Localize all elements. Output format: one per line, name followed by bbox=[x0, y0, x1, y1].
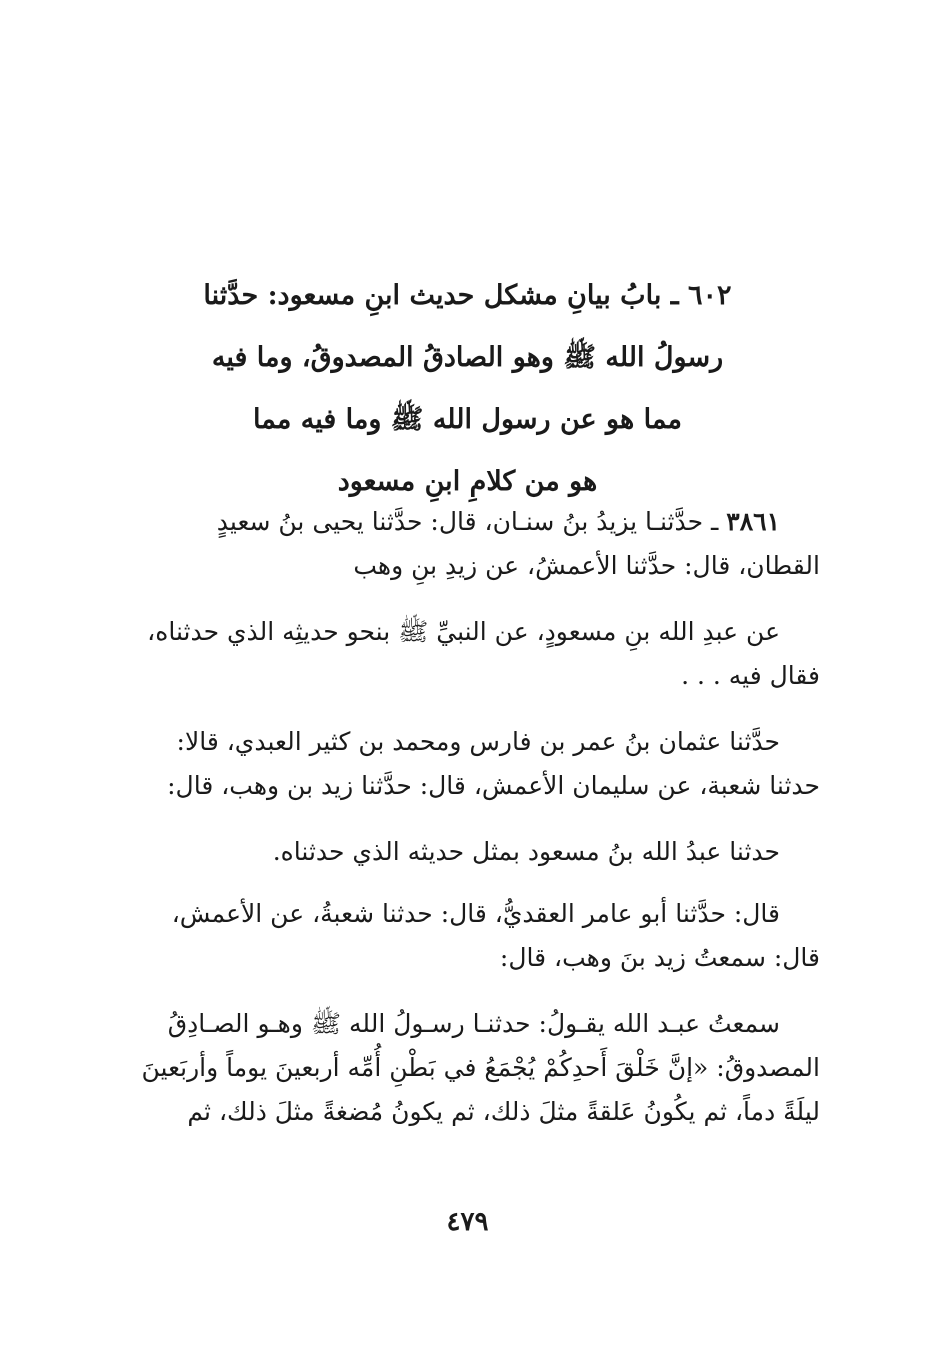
paragraph-line: حدثنا عبدُ الله بنُ مسعود بمثل حديثه الذي حدثناه. bbox=[272, 837, 780, 866]
hadith-paragraph bbox=[115, 892, 820, 980]
hadith-paragraph bbox=[115, 830, 820, 874]
paragraph-line: عن عبدِ الله بنِ مسعودٍ، عن النبيِّ ﷺ بنحو حديثِه الذي حدثناه، bbox=[147, 617, 780, 646]
page-number: ٤٧٩ bbox=[446, 1207, 489, 1237]
paragraph-line: ٣٨٦١ ـ حدَّثنـا يزيدُ بنُ سنـان، قال: حدَّثنا يحيى بنُ سعيدٍ bbox=[216, 507, 780, 536]
hadith-paragraph bbox=[115, 1002, 820, 1134]
hadith-paragraph bbox=[115, 610, 820, 698]
hadith-paragraph bbox=[115, 720, 820, 808]
hadith-paragraph bbox=[115, 500, 820, 588]
paragraph-line: حدثنا شعبة، عن سليمان الأعمش، قال: حدَّثنا زيد بن وهب، قال: bbox=[167, 771, 820, 800]
paragraph-line: فقال فيه . . . bbox=[681, 661, 820, 690]
heading-line: هو من كلامِ ابنِ مسعود bbox=[337, 466, 598, 497]
chapter-heading bbox=[120, 265, 815, 513]
paragraph-line: قال: سمعتُ زيد بنَ وهب، قال: bbox=[499, 943, 820, 972]
paragraph-line: ليلَةً دماً، ثم يكُونُ عَلقةً مثلَ ذلك، ثم يكونُ مُضغةً مثلَ ذلك، ثم bbox=[187, 1097, 820, 1126]
hadith-number: ٣٨٦١ bbox=[726, 507, 780, 536]
heading-line: رسولُ الله ﷺ وهو الصادقُ المصدوقُ، وما فيه bbox=[211, 342, 724, 373]
paragraph-line: القطان، قال: حدَّثنا الأعمشُ، عن زيدِ بنِ وهب bbox=[353, 551, 820, 580]
paragraph-line: سمعتُ عبـد الله يقـولُ: حدثنـا رسـولُ الله ﷺ وهـو الصـادِقُ bbox=[167, 1009, 780, 1038]
paragraph-line: المصدوقُ: «إنَّ خَلْقَ أَحدِكُمْ يُجْمَعُ في بَطْنِ أُمِّه أربعينَ يوماً وأربَعينَ bbox=[141, 1053, 820, 1082]
heading-line: مما هو عن رسول الله ﷺ وما فيه مما bbox=[253, 404, 682, 435]
paragraph-line: حدَّثنا عثمان بنُ عمر بن فارس ومحمد بن كثير العبدي، قالا: bbox=[176, 727, 780, 756]
heading-line: ٦٠٢ ـ بابُ بيانِ مشكل حديث ابنِ مسعود: حدَّثنا bbox=[203, 280, 732, 311]
paragraph-line: قال: حدَّثنا أبو عامر العقديُّ، قال: حدثنا شعبةُ، عن الأعمش، bbox=[171, 899, 780, 928]
